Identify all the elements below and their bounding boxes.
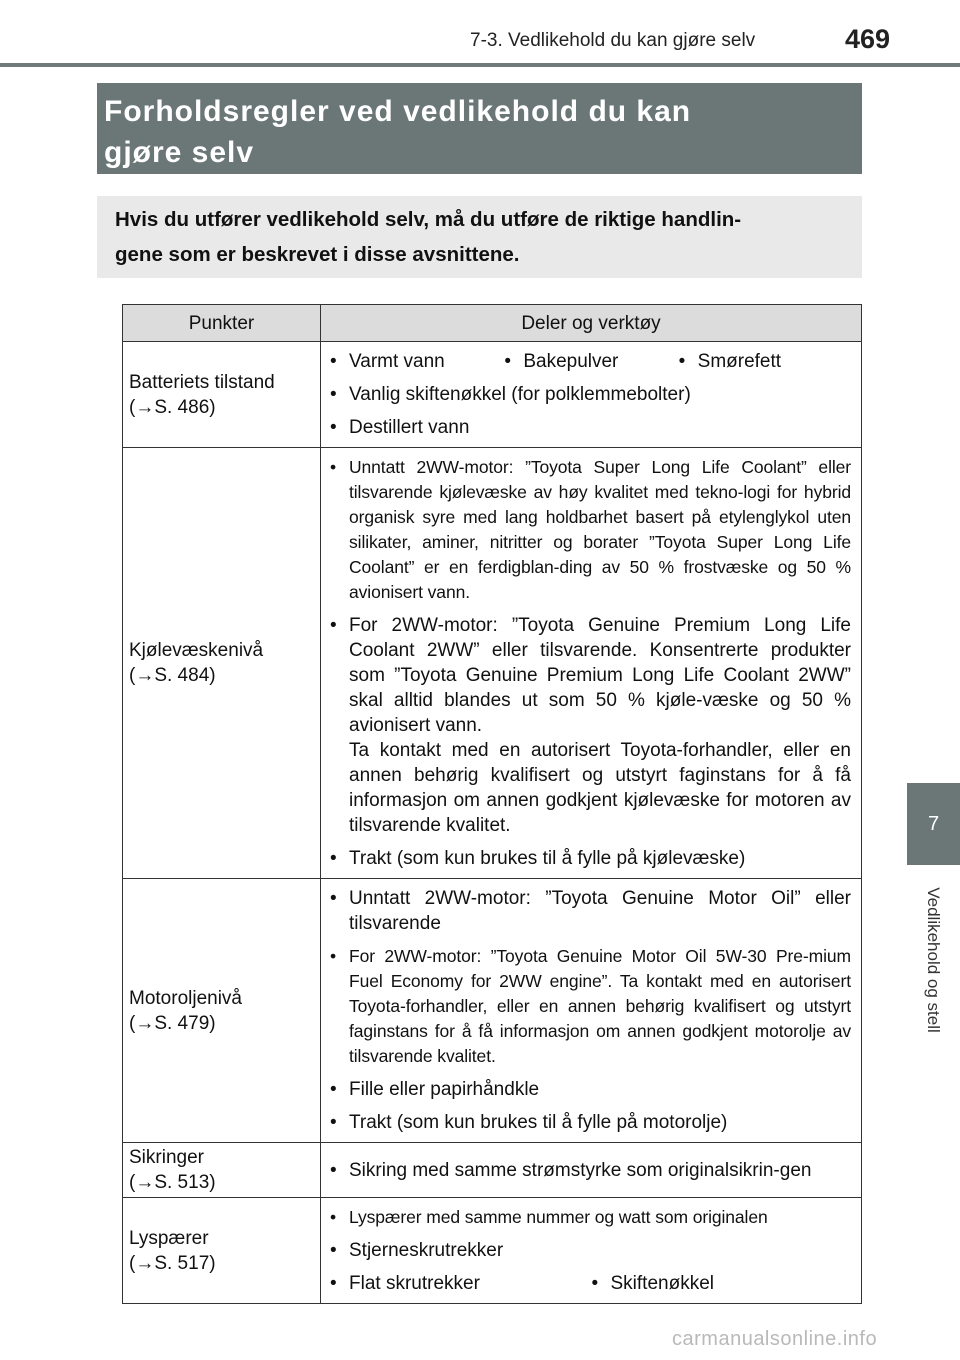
header-punkter: Punkter	[123, 305, 321, 342]
list-item: • Stjerneskrutrekker	[328, 1238, 851, 1263]
list-item	[328, 613, 851, 838]
list-item: • Unntatt 2WW-motor: ”Toyota Genuine Motor Oil” eller tilsvarende	[328, 886, 851, 936]
list-item: • Destillert vann	[328, 415, 851, 440]
maintenance-table	[122, 304, 862, 1304]
tools-cell	[321, 1198, 862, 1304]
tools-cell	[321, 1143, 862, 1198]
tools-list	[328, 1205, 851, 1263]
tools-cell	[321, 879, 862, 1143]
tools-list	[328, 382, 851, 440]
intro-line-1: Hvis du utfører vedlikehold selv, må du utføre de riktige handlin-	[115, 208, 742, 231]
item-name: Lyspærer	[129, 1227, 209, 1249]
tools-cell	[321, 342, 862, 448]
item-cell	[123, 879, 321, 1143]
table-row	[123, 1143, 862, 1198]
section-title-line-2: gjøre selv	[104, 136, 255, 169]
section-title-box	[97, 83, 862, 174]
list-item: • Fille eller papirhåndkle	[328, 1077, 851, 1102]
item-name: Sikringer	[129, 1147, 204, 1168]
section-title-line-1: Forholdsregler ved vedlikehold du kan	[104, 95, 692, 128]
list-item-text: For 2WW-motor: ”Toyota Genuine Premium Long Life Coolant 2WW” eller tilsvarende. Konsentrerte produkter som ”Toyota Genuine Premium Long Life Coolant 2WW” skal alltid blandes ut som 50 % kjøle-væske og 50 % avionisert vann.	[349, 615, 851, 736]
list-item: • For 2WW-motor: ”Toyota Genuine Motor Oil 5W-30 Pre-mium Fuel Economy for 2WW engine”. Ta kontakt med en autorisert Toyota-forhandler, eller en annen behørig kvalifisert og utstyrt faginstans for å få informasjon om annen godkjent motorolje av tilsvarende kvalitet.	[328, 944, 851, 1069]
table-row	[123, 448, 862, 879]
item-cell	[123, 448, 321, 879]
list-item: • Unntatt 2WW-motor: ”Toyota Super Long Life Coolant” eller tilsvarende kjølevæske av høy kvalitet med tekno-logi for hybrid organisk syre med lang holdbarhet basert på etylenglykol uten silikater, aminer, nitritter og borater ”Toyota Super Long Life Coolant” er en ferdigblan-ding av 50 % frostvæske og 50 % avionisert vann.	[328, 455, 851, 605]
tools-list	[328, 1158, 851, 1183]
header-deler: Deler og verktøy	[321, 305, 862, 342]
page-reference[interactable]: (→S. 513)	[129, 1172, 216, 1193]
chapter-tab[interactable]: 7	[907, 783, 960, 865]
table-row	[123, 1198, 862, 1304]
list-item: • Vanlig skiftenøkkel (for polklemmebolter)	[328, 382, 851, 407]
list-item: • Varmt vann	[328, 349, 502, 374]
inline-bullets	[328, 1271, 851, 1296]
tools-list	[328, 455, 851, 871]
inline-bullets	[328, 349, 851, 374]
list-item: • Bakepulver	[502, 349, 676, 374]
item-cell	[123, 342, 321, 448]
tools-list	[328, 886, 851, 1135]
item-cell	[123, 1143, 321, 1198]
header-section-title: 7-3. Vedlikehold du kan gjøre selv	[470, 30, 756, 51]
table-row	[123, 879, 862, 1143]
page-number: 469	[845, 24, 891, 54]
list-item: • Skiftenøkkel	[590, 1271, 852, 1296]
intro-box	[97, 196, 862, 278]
page-reference[interactable]: (→S. 479)	[129, 1012, 216, 1034]
page-reference[interactable]: (→S. 486)	[129, 396, 216, 418]
page-reference[interactable]: (→S. 517)	[129, 1252, 216, 1274]
tools-cell	[321, 448, 862, 879]
list-item: • Trakt (som kun brukes til å fylle på motorolje)	[328, 1110, 851, 1135]
page-reference[interactable]: (→S. 484)	[129, 665, 216, 686]
table-header-row	[123, 305, 862, 342]
intro-line-2: gene som er beskrevet i disse avsnittene.	[115, 243, 520, 266]
list-item: • Flat skrutrekker	[328, 1271, 590, 1296]
item-name: Motoroljenivå	[129, 987, 242, 1009]
header-rule	[0, 63, 960, 67]
list-item: • Sikring med samme strømstyrke som originalsikrin-gen	[328, 1158, 851, 1183]
list-item: • Trakt (som kun brukes til å fylle på kjølevæske)	[328, 846, 851, 871]
list-item: • Smørefett	[677, 349, 851, 374]
item-name: Kjølevæskenivå	[129, 640, 264, 661]
table-row	[123, 342, 862, 448]
list-item-continuation: Ta kontakt med en autorisert Toyota-forhandler, eller en annen behørig kvalifisert og utstyrt faginstans for å få informasjon om annen godkjent kjølevæske for motoren av tilsvarende kvalitet.	[349, 740, 851, 836]
item-name: Batteriets tilstand	[129, 371, 275, 393]
item-cell	[123, 1198, 321, 1304]
list-item: • Lyspærer med samme nummer og watt som originalen	[328, 1205, 851, 1230]
watermark: carmanualsonline.info	[672, 1328, 878, 1350]
chapter-label: Vedlikehold og stell	[924, 887, 943, 1033]
